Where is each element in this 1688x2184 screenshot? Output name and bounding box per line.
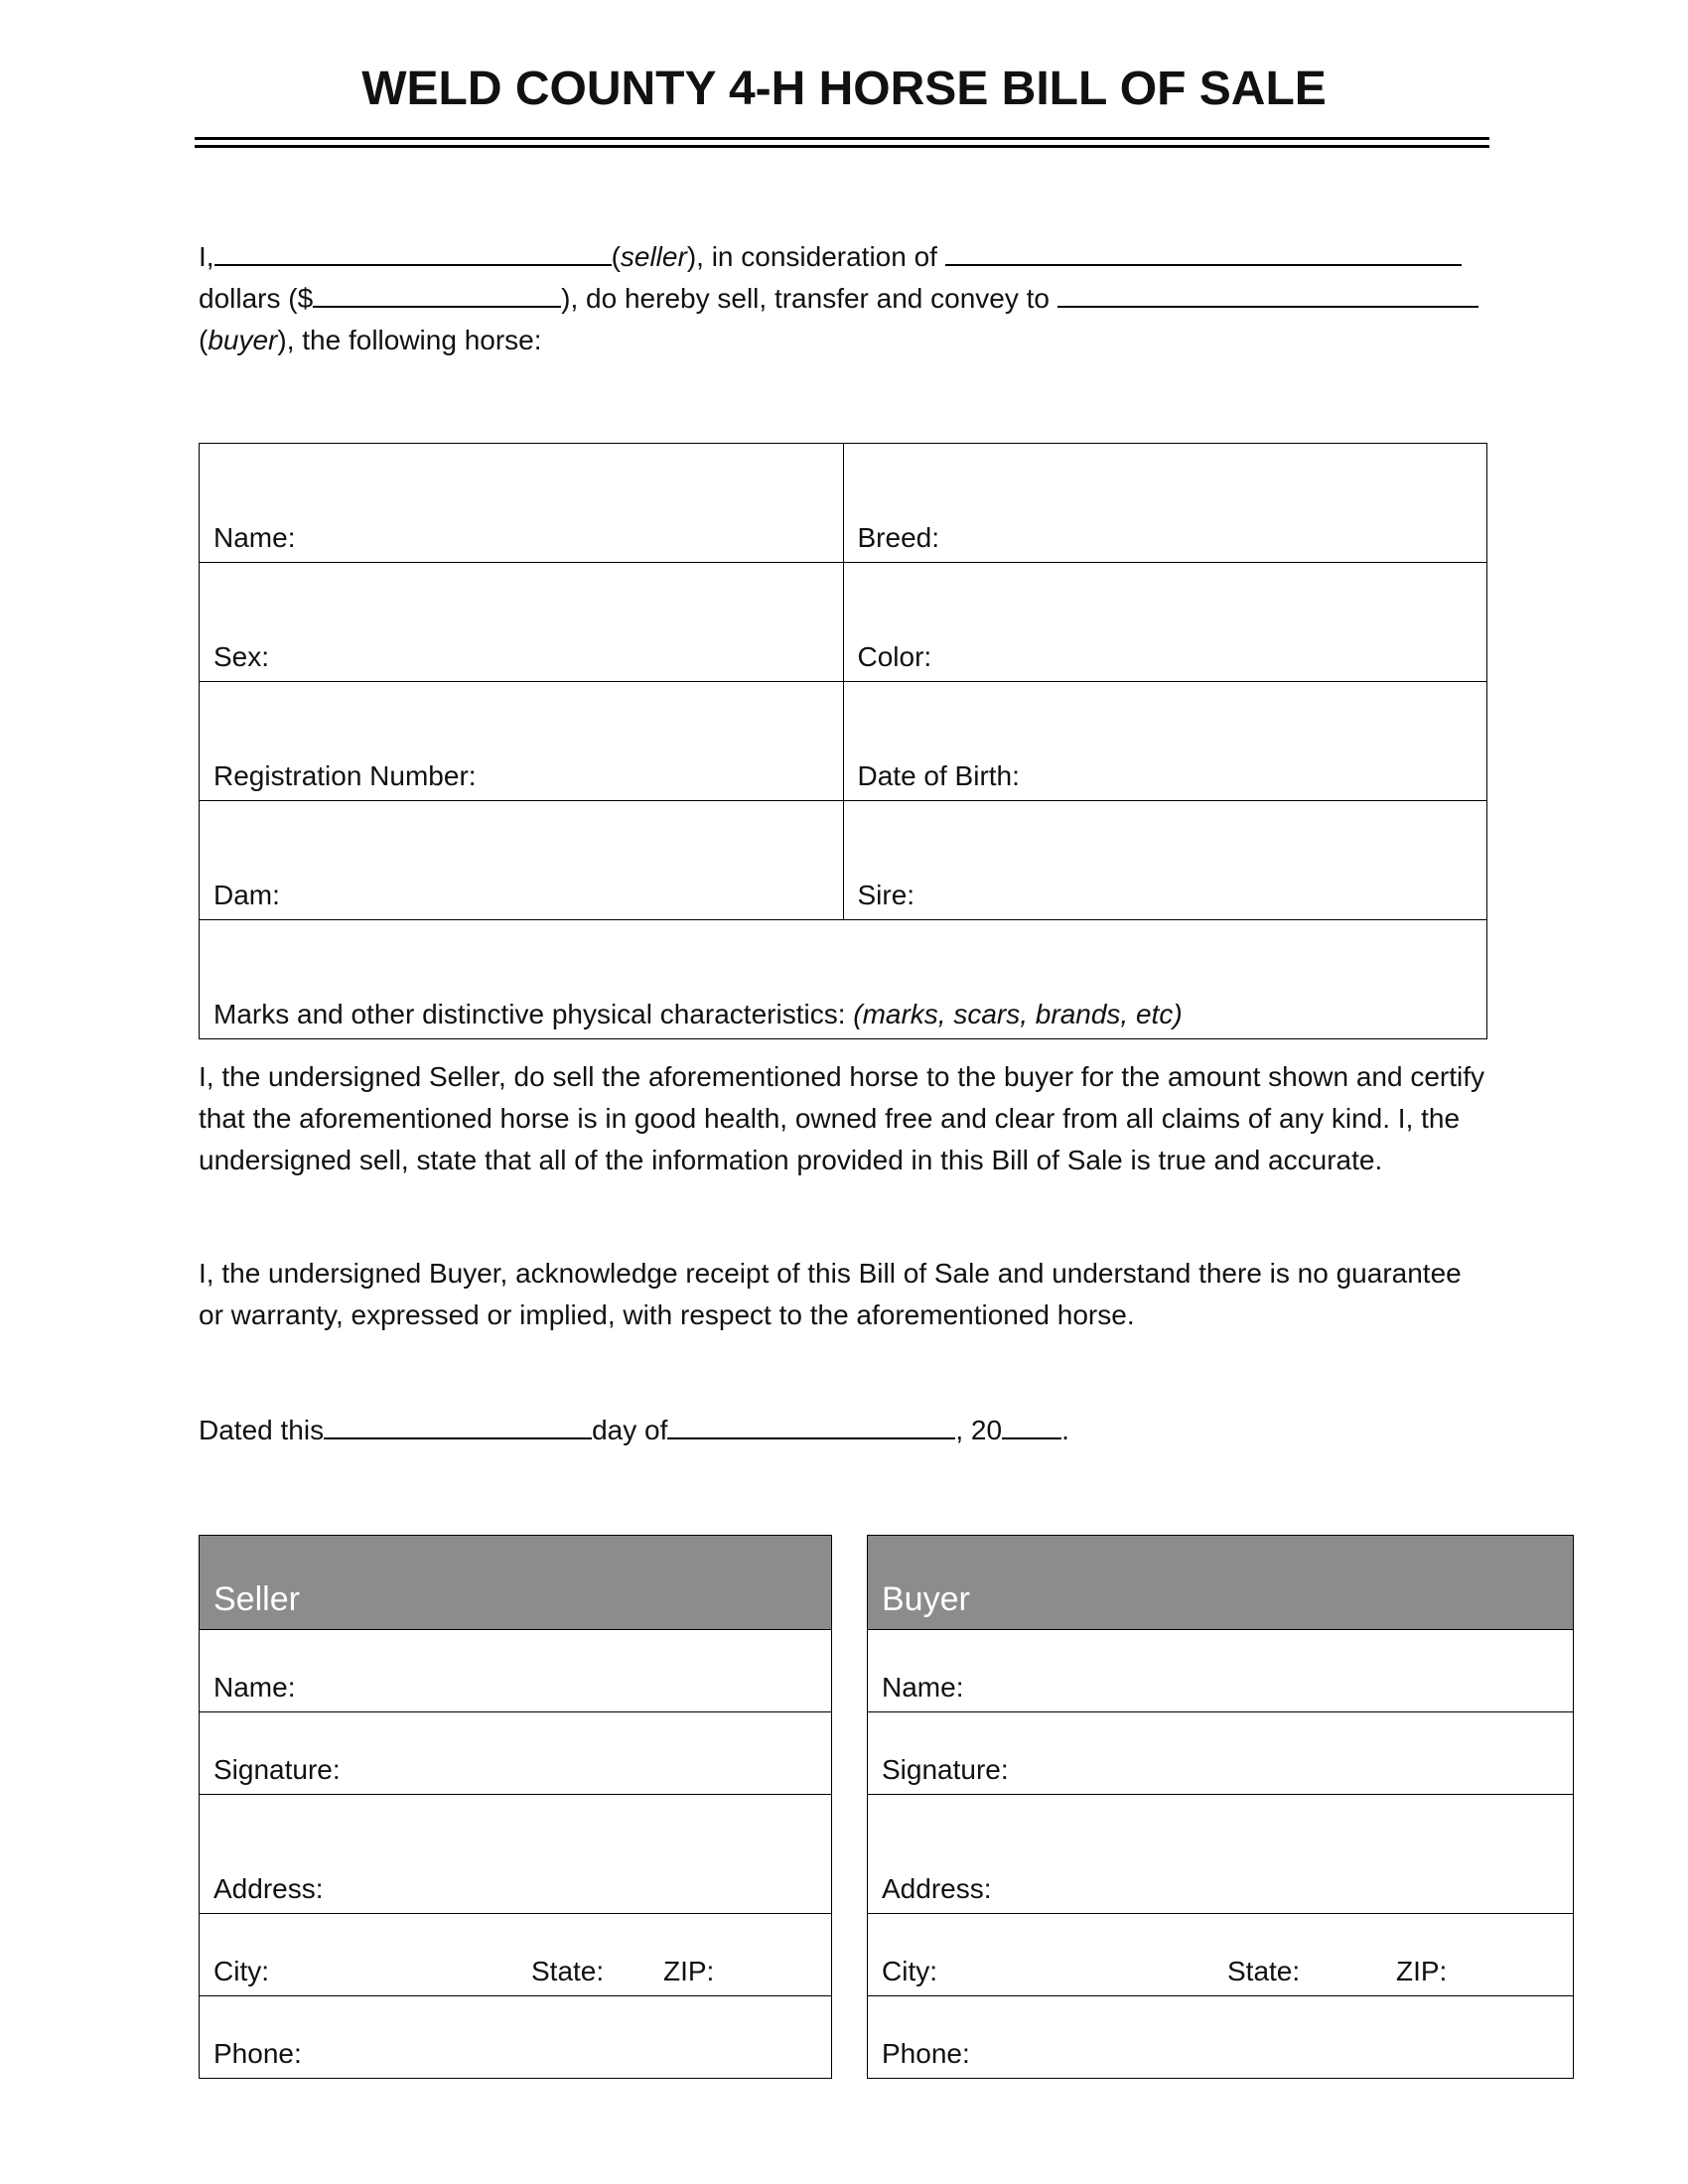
intro-line-3: (buyer), the following horse:: [199, 325, 542, 355]
title-rule-bottom: [195, 145, 1489, 148]
registration-number-field[interactable]: Registration Number:: [200, 682, 844, 801]
intro-paragraph: [199, 236, 1489, 361]
buyer-zip-label: ZIP:: [1396, 1956, 1448, 1986]
horse-info-table: [199, 443, 1487, 1039]
date-of-birth-field[interactable]: Date of Birth:: [843, 682, 1487, 801]
buyer-city-state-zip-row[interactable]: [868, 1914, 1574, 1996]
seller-box: [199, 1535, 832, 2079]
horse-breed-field[interactable]: Breed:: [843, 444, 1487, 563]
consideration-blank[interactable]: [945, 240, 1462, 266]
page-title: WELD COUNTY 4-H HORSE BILL OF SALE: [361, 63, 1327, 115]
marks-field[interactable]: Marks and other distinctive physical characteristics: (marks, scars, brands, etc): [200, 920, 1487, 1039]
seller-signature-field[interactable]: Signature:: [200, 1712, 832, 1795]
seller-address-field[interactable]: Address:: [200, 1795, 832, 1914]
buyer-box: [867, 1535, 1574, 2079]
year-blank[interactable]: [1002, 1414, 1061, 1439]
seller-name-blank[interactable]: [214, 240, 612, 266]
seller-zip-label: ZIP:: [663, 1956, 715, 1986]
dam-field[interactable]: Dam:: [200, 801, 844, 920]
marks-hint: (marks, scars, brands, etc): [853, 999, 1183, 1029]
buyer-state-label: State:: [1227, 1956, 1301, 1986]
buyer-label: buyer: [208, 325, 278, 355]
intro-line-2: dollars ($ ), do hereby sell, transfer and convey to: [199, 278, 1489, 320]
seller-label: seller: [620, 241, 687, 272]
buyer-signature-field[interactable]: Signature:: [868, 1712, 1574, 1795]
buyer-address-field[interactable]: Address:: [868, 1795, 1574, 1914]
seller-box-header: Seller: [200, 1536, 832, 1630]
seller-city-label: City:: [213, 1956, 269, 1986]
buyer-box-header: Buyer: [868, 1536, 1574, 1630]
seller-state-label: State:: [531, 1956, 605, 1986]
dollar-amount-blank[interactable]: [313, 282, 561, 308]
sire-field[interactable]: Sire:: [843, 801, 1487, 920]
intro-line-1: I, (seller), in consideration of: [199, 236, 1489, 278]
horse-name-field[interactable]: Name:: [200, 444, 844, 563]
seller-name-field[interactable]: Name:: [200, 1630, 832, 1712]
buyer-city-label: City:: [882, 1956, 937, 1986]
dated-line: Dated this day of , 20 .: [199, 1415, 1069, 1445]
seller-phone-field[interactable]: Phone:: [200, 1996, 832, 2079]
day-blank[interactable]: [324, 1414, 592, 1439]
buyer-acknowledgement: I, the undersigned Buyer, acknowledge receipt of this Bill of Sale and understand there is no guarantee or warranty, expressed or implied, with respect to the aforementioned horse.: [199, 1258, 1462, 1330]
horse-sex-field[interactable]: Sex:: [200, 563, 844, 682]
month-blank[interactable]: [667, 1414, 955, 1439]
buyer-name-blank[interactable]: [1057, 282, 1478, 308]
seller-certification: I, the undersigned Seller, do sell the aforementioned horse to the buyer for the amount shown and certify that the aforementioned horse is in good health, owned free and clear from all claims of any kind. I, the undersigned sell, state that all of the information provided in this Bill of Sale is true and accurate.: [199, 1061, 1485, 1175]
buyer-name-field[interactable]: Name:: [868, 1630, 1574, 1712]
seller-city-state-zip-row[interactable]: [200, 1914, 832, 1996]
buyer-phone-field[interactable]: Phone:: [868, 1996, 1574, 2079]
horse-color-field[interactable]: Color:: [843, 563, 1487, 682]
title-rule-top: [195, 137, 1489, 140]
